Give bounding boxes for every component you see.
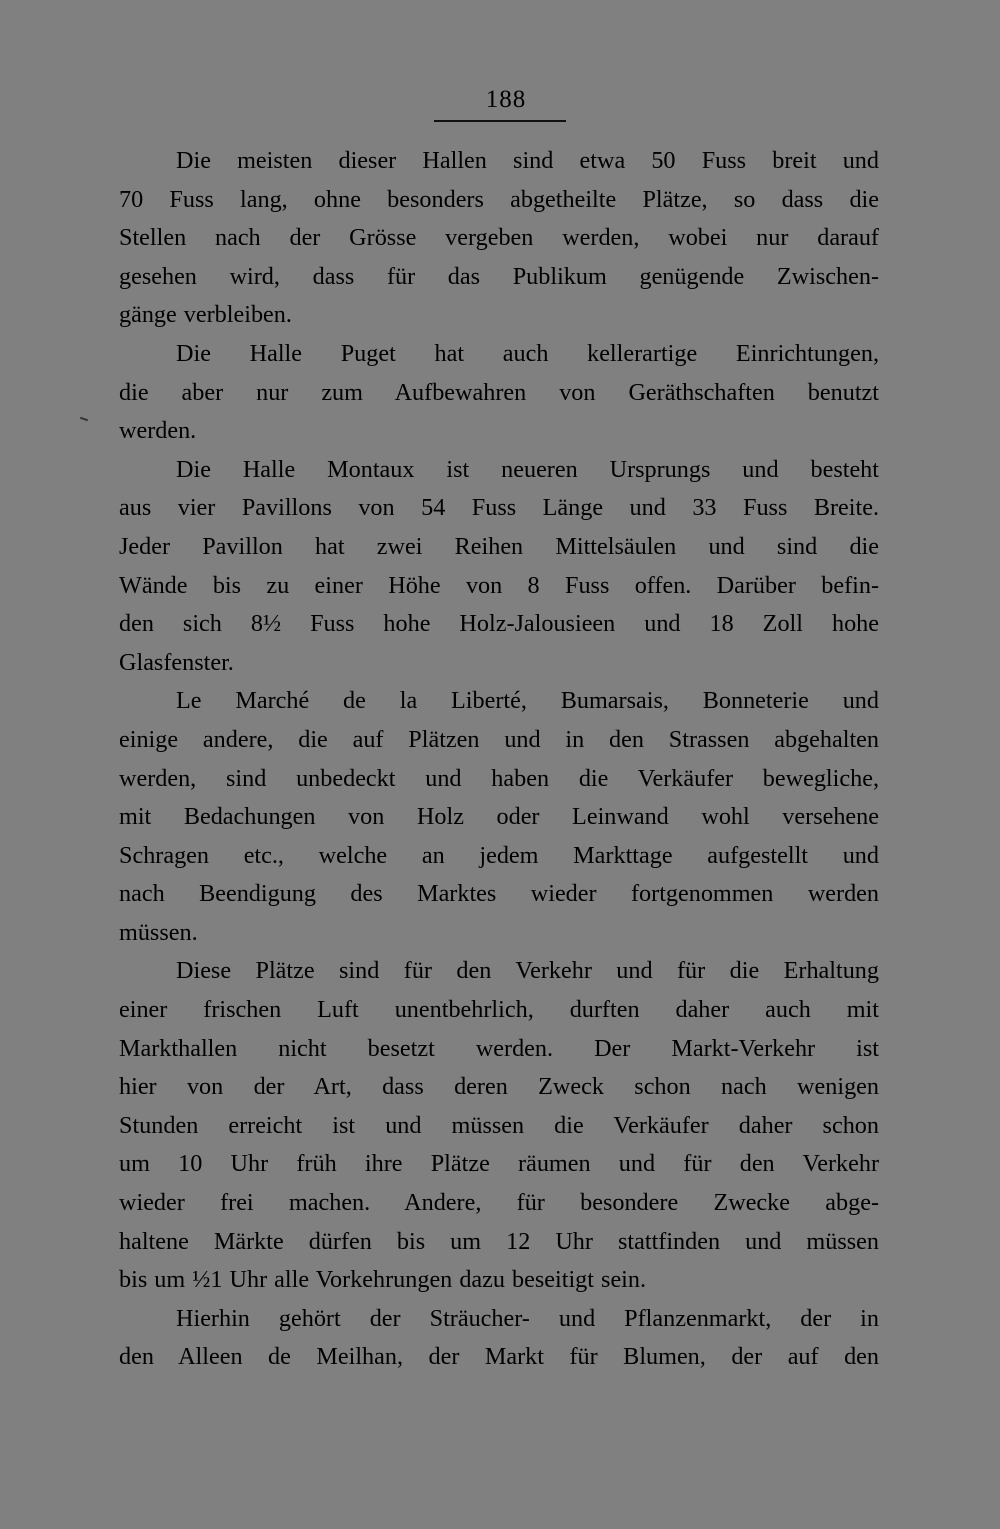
text-line: Schragen etc., welche an jedem Markttage aufgestellt und xyxy=(119,841,879,869)
text-line: wieder frei machen. Andere, für besondere Zwecke abge- xyxy=(119,1189,879,1217)
text-line: Jeder Pavillon hat zwei Reihen Mittelsäulen und sind die xyxy=(119,532,879,560)
text-line: Die Halle Puget hat auch kellerartige Einrichtungen, xyxy=(176,339,879,367)
page-header xyxy=(0,86,1000,116)
text-line: Wände bis zu einer Höhe von 8 Fuss offen. Darüber befin- xyxy=(119,571,879,599)
text-line: aus vier Pavillons von 54 Fuss Länge und 33 Fuss Breite. xyxy=(119,494,879,522)
paragraph xyxy=(119,1300,879,1377)
body-text xyxy=(119,142,879,1377)
paragraph xyxy=(119,451,879,683)
text-line: Stellen nach der Grösse vergeben werden, wobei nur darauf xyxy=(119,224,879,252)
text-line: die aber nur zum Aufbewahren von Geräthschaften benutzt xyxy=(119,378,879,406)
text-line: Stunden erreicht ist und müssen die Verkäufer daher schon xyxy=(119,1111,879,1139)
text-line: haltene Märkte dürfen bis um 12 Uhr stattfinden und müssen xyxy=(119,1227,879,1255)
text-line: bis um ½1 Uhr alle Vorkehrungen dazu beseitigt sein. xyxy=(119,1266,647,1294)
text-line: nach Beendigung des Marktes wieder fortgenommen werden xyxy=(119,880,879,908)
text-line: Glasfenster. xyxy=(119,648,234,676)
text-line: werden, sind unbedeckt und haben die Verkäufer bewegliche, xyxy=(119,764,879,792)
text-line: Diese Plätze sind für den Verkehr und für die Erhaltung xyxy=(176,957,879,985)
text-line: hier von der Art, dass deren Zweck schon nach wenigen xyxy=(119,1073,879,1101)
text-line: einige andere, die auf Plätzen und in den Strassen abgehalten xyxy=(119,725,879,753)
text-line: Hierhin gehört der Sträucher- und Pflanzenmarkt, der in xyxy=(176,1304,879,1332)
paragraph xyxy=(119,142,879,335)
text-line: gesehen wird, dass für das Publikum genügende Zwischen- xyxy=(119,262,879,290)
header-rule xyxy=(434,120,566,122)
page-number: 188 xyxy=(485,86,527,113)
text-line: einer frischen Luft unentbehrlich, durften daher auch mit xyxy=(119,996,879,1024)
text-line: den sich 8½ Fuss hohe Holz-Jalousieen und 18 Zoll hohe xyxy=(119,610,879,638)
text-line: Die meisten dieser Hallen sind etwa 50 Fuss breit und xyxy=(176,147,879,174)
text-line: Die Halle Montaux ist neueren Ursprungs und besteht xyxy=(176,455,879,483)
text-line: mit Bedachungen von Holz oder Leinwand wohl versehene xyxy=(119,803,879,831)
margin-mark xyxy=(80,417,88,422)
text-line: werden. xyxy=(119,417,197,445)
paragraph xyxy=(119,335,879,451)
text-line: den Alleen de Meilhan, der Markt für Blumen, der auf den xyxy=(119,1343,879,1371)
text-line: müssen. xyxy=(119,918,198,946)
text-line: Markthallen nicht besetzt werden. Der Markt-Verkehr ist xyxy=(119,1034,879,1062)
text-line: um 10 Uhr früh ihre Plätze räumen und für den Verkehr xyxy=(119,1150,879,1178)
text-line: gänge verbleiben. xyxy=(119,301,292,329)
text-line: Le Marché de la Liberté, Bumarsais, Bonneterie und xyxy=(176,687,879,715)
paragraph xyxy=(119,952,879,1299)
text-line: 70 Fuss lang, ohne besonders abgetheilte Plätze, so dass die xyxy=(119,185,879,213)
paragraph xyxy=(119,682,879,952)
